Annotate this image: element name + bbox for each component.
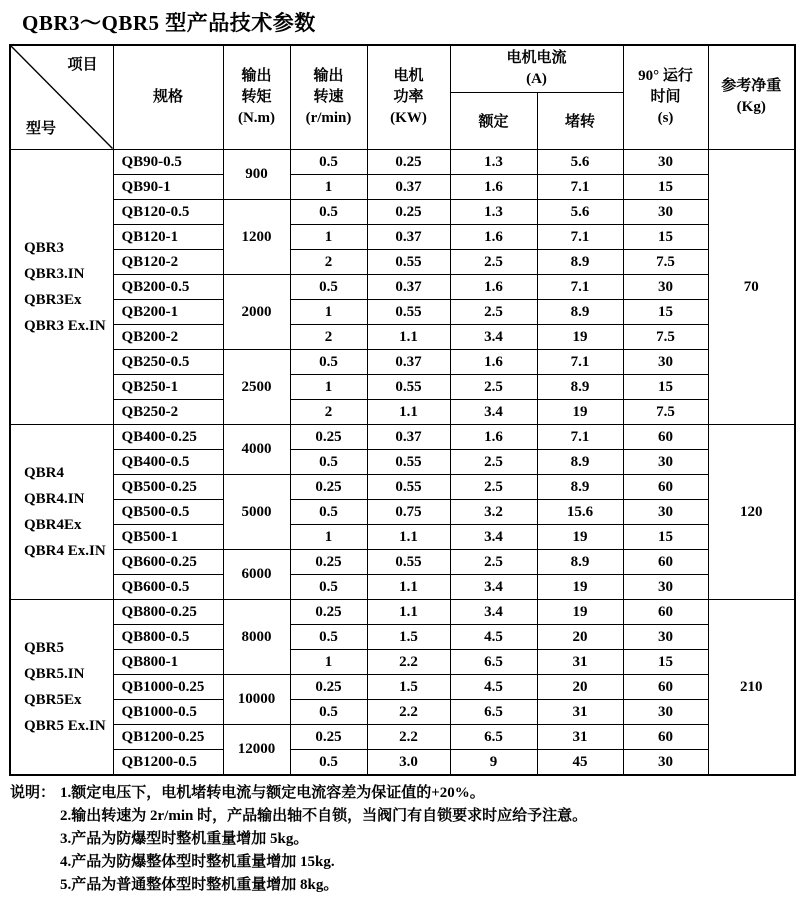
page-title: QBR3～QBR5 型产品技术参数 bbox=[22, 11, 316, 35]
locked-current-cell: 7.1 bbox=[537, 224, 623, 249]
torque-cell: 6000 bbox=[223, 549, 290, 599]
power-cell: 2.2 bbox=[367, 699, 450, 724]
header-net-weight: 参考净重 (Kg) bbox=[708, 45, 795, 149]
runtime-cell: 30 bbox=[623, 349, 708, 374]
torque-cell: 2000 bbox=[223, 274, 290, 349]
power-cell: 0.55 bbox=[367, 549, 450, 574]
runtime-cell: 15 bbox=[623, 174, 708, 199]
speed-cell: 1 bbox=[290, 299, 367, 324]
note-line bbox=[10, 782, 800, 805]
runtime-cell: 15 bbox=[623, 524, 708, 549]
rated-current-cell: 3.4 bbox=[450, 524, 537, 549]
power-cell: 0.25 bbox=[367, 199, 450, 224]
locked-current-cell: 8.9 bbox=[537, 549, 623, 574]
model-name: QBR3.IN bbox=[24, 265, 85, 282]
spec-cell: QB120-0.5 bbox=[113, 199, 223, 224]
header-output-torque: 输出 转矩 (N.m) bbox=[223, 45, 290, 149]
locked-current-cell: 31 bbox=[537, 699, 623, 724]
table-row bbox=[10, 649, 795, 674]
locked-current-cell: 19 bbox=[537, 524, 623, 549]
power-cell: 2.2 bbox=[367, 724, 450, 749]
runtime-cell: 30 bbox=[623, 699, 708, 724]
speed-cell: 0.25 bbox=[290, 549, 367, 574]
table-row bbox=[10, 549, 795, 574]
table-row bbox=[10, 699, 795, 724]
rated-current-cell: 4.5 bbox=[450, 624, 537, 649]
power-cell: 0.37 bbox=[367, 349, 450, 374]
header-row-1 bbox=[10, 45, 795, 92]
locked-current-cell: 7.1 bbox=[537, 424, 623, 449]
note-line: 4.产品为防爆整体型时整机重量增加 15kg. bbox=[60, 853, 335, 870]
speed-cell: 0.5 bbox=[290, 624, 367, 649]
locked-current-cell: 7.1 bbox=[537, 174, 623, 199]
locked-current-cell: 8.9 bbox=[537, 449, 623, 474]
torque-cell: 2500 bbox=[223, 349, 290, 424]
locked-current-cell: 19 bbox=[537, 599, 623, 624]
runtime-cell: 30 bbox=[623, 574, 708, 599]
locked-current-cell: 19 bbox=[537, 324, 623, 349]
model-name: QBR5 Ex.IN bbox=[24, 717, 106, 734]
rated-current-cell: 1.6 bbox=[450, 349, 537, 374]
spec-cell: QB250-2 bbox=[113, 399, 223, 424]
rated-current-cell: 1.6 bbox=[450, 274, 537, 299]
model-name: QBR5Ex bbox=[24, 691, 82, 708]
speed-cell: 0.25 bbox=[290, 474, 367, 499]
speed-cell: 1 bbox=[290, 374, 367, 399]
model-name: QBR4 Ex.IN bbox=[24, 542, 106, 559]
rated-current-cell: 6.5 bbox=[450, 699, 537, 724]
header-locked-current: 堵转 bbox=[537, 92, 623, 149]
spec-table-body bbox=[10, 149, 795, 775]
spec-cell: QB500-0.25 bbox=[113, 474, 223, 499]
power-cell: 1.5 bbox=[367, 624, 450, 649]
note-text: 1.额定电压下，电机堵转电流与额定电流容差为保证值的+20%。 bbox=[60, 784, 485, 801]
table-row bbox=[10, 299, 795, 324]
table-row bbox=[10, 724, 795, 749]
header-runtime: 90° 运行 时间 (s) bbox=[623, 45, 708, 149]
locked-current-cell: 5.6 bbox=[537, 149, 623, 174]
runtime-cell: 60 bbox=[623, 474, 708, 499]
header-spec: 规格 bbox=[113, 45, 223, 149]
table-row bbox=[10, 324, 795, 349]
locked-current-cell: 5.6 bbox=[537, 199, 623, 224]
rated-current-cell: 2.5 bbox=[450, 449, 537, 474]
spec-cell: QB120-2 bbox=[113, 249, 223, 274]
model-cell bbox=[10, 149, 113, 424]
spec-cell: QB600-0.5 bbox=[113, 574, 223, 599]
runtime-cell: 30 bbox=[623, 499, 708, 524]
speed-cell: 1 bbox=[290, 649, 367, 674]
spec-cell: QB800-0.5 bbox=[113, 624, 223, 649]
rated-current-cell: 1.6 bbox=[450, 424, 537, 449]
rated-current-cell: 3.2 bbox=[450, 499, 537, 524]
power-cell: 0.75 bbox=[367, 499, 450, 524]
rated-current-cell: 3.4 bbox=[450, 574, 537, 599]
table-row bbox=[10, 224, 795, 249]
spec-cell: QB600-0.25 bbox=[113, 549, 223, 574]
rated-current-cell: 2.5 bbox=[450, 474, 537, 499]
model-cell bbox=[10, 424, 113, 599]
power-cell: 0.37 bbox=[367, 174, 450, 199]
spec-cell: QB250-1 bbox=[113, 374, 223, 399]
weight-cell: 70 bbox=[708, 149, 795, 424]
table-row bbox=[10, 424, 795, 449]
corner-label-model: 型号 bbox=[26, 120, 57, 137]
torque-cell: 5000 bbox=[223, 474, 290, 549]
corner-label-item: 项目 bbox=[67, 57, 98, 73]
runtime-cell: 60 bbox=[623, 424, 708, 449]
spec-cell: QB800-0.25 bbox=[113, 599, 223, 624]
power-cell: 1.1 bbox=[367, 574, 450, 599]
runtime-cell: 30 bbox=[623, 149, 708, 174]
runtime-cell: 15 bbox=[623, 649, 708, 674]
note-line: 2.输出转速为 2r/min 时，产品输出轴不自锁，当阀门有自锁要求时应给予注意。 bbox=[60, 807, 588, 824]
note-line: 3.产品为防爆型时整机重量增加 5kg。 bbox=[60, 830, 309, 847]
model-name: QBR5 bbox=[24, 639, 65, 656]
locked-current-cell: 19 bbox=[537, 399, 623, 424]
locked-current-cell: 8.9 bbox=[537, 374, 623, 399]
speed-cell: 2 bbox=[290, 249, 367, 274]
weight-cell: 120 bbox=[708, 424, 795, 599]
runtime-cell: 15 bbox=[623, 224, 708, 249]
spec-cell: QB200-0.5 bbox=[113, 274, 223, 299]
locked-current-cell: 45 bbox=[537, 749, 623, 775]
speed-cell: 2 bbox=[290, 399, 367, 424]
speed-cell: 0.5 bbox=[290, 349, 367, 374]
table-row bbox=[10, 249, 795, 274]
weight-cell: 210 bbox=[708, 599, 795, 775]
torque-cell: 900 bbox=[223, 149, 290, 199]
power-cell: 1.1 bbox=[367, 599, 450, 624]
model-name: QBR3 bbox=[24, 239, 65, 256]
rated-current-cell: 4.5 bbox=[450, 674, 537, 699]
runtime-cell: 30 bbox=[623, 749, 708, 775]
spec-cell: QB400-0.5 bbox=[113, 449, 223, 474]
torque-cell: 12000 bbox=[223, 724, 290, 775]
rated-current-cell: 1.3 bbox=[450, 149, 537, 174]
notes bbox=[10, 782, 800, 897]
note-line: 5.产品为普通整体型时整机重量增加 8kg。 bbox=[60, 876, 339, 893]
runtime-cell: 30 bbox=[623, 274, 708, 299]
rated-current-cell: 2.5 bbox=[450, 249, 537, 274]
spec-cell: QB1000-0.5 bbox=[113, 699, 223, 724]
model-name: QBR3 Ex.IN bbox=[24, 317, 106, 334]
runtime-cell: 60 bbox=[623, 599, 708, 624]
speed-cell: 0.5 bbox=[290, 449, 367, 474]
speed-cell: 0.5 bbox=[290, 499, 367, 524]
spec-cell: QB90-0.5 bbox=[113, 149, 223, 174]
power-cell: 0.55 bbox=[367, 449, 450, 474]
table-row bbox=[10, 599, 795, 624]
runtime-cell: 15 bbox=[623, 374, 708, 399]
rated-current-cell: 3.4 bbox=[450, 399, 537, 424]
speed-cell: 0.5 bbox=[290, 149, 367, 174]
power-cell: 0.55 bbox=[367, 249, 450, 274]
spec-cell: QB120-1 bbox=[113, 224, 223, 249]
spec-cell: QB200-2 bbox=[113, 324, 223, 349]
power-cell: 0.55 bbox=[367, 474, 450, 499]
locked-current-cell: 8.9 bbox=[537, 474, 623, 499]
spec-cell: QB500-0.5 bbox=[113, 499, 223, 524]
power-cell: 1.1 bbox=[367, 524, 450, 549]
spec-cell: QB250-0.5 bbox=[113, 349, 223, 374]
spec-cell: QB800-1 bbox=[113, 649, 223, 674]
speed-cell: 0.25 bbox=[290, 599, 367, 624]
table-row bbox=[10, 199, 795, 224]
torque-cell: 1200 bbox=[223, 199, 290, 274]
rated-current-cell: 6.5 bbox=[450, 649, 537, 674]
torque-cell: 8000 bbox=[223, 599, 290, 674]
speed-cell: 2 bbox=[290, 324, 367, 349]
rated-current-cell: 3.4 bbox=[450, 599, 537, 624]
table-row bbox=[10, 499, 795, 524]
power-cell: 3.0 bbox=[367, 749, 450, 775]
header-output-speed: 输出 转速 (r/min) bbox=[290, 45, 367, 149]
torque-cell: 10000 bbox=[223, 674, 290, 724]
locked-current-cell: 20 bbox=[537, 674, 623, 699]
rated-current-cell: 1.3 bbox=[450, 199, 537, 224]
model-name: QBR5.IN bbox=[24, 665, 85, 682]
model-name: QBR3Ex bbox=[24, 291, 82, 308]
rated-current-cell: 1.6 bbox=[450, 174, 537, 199]
speed-cell: 0.25 bbox=[290, 724, 367, 749]
table-row bbox=[10, 399, 795, 424]
spec-cell: QB1200-0.5 bbox=[113, 749, 223, 775]
locked-current-cell: 31 bbox=[537, 724, 623, 749]
rated-current-cell: 9 bbox=[450, 749, 537, 775]
table-row bbox=[10, 474, 795, 499]
corner-header-cell bbox=[10, 45, 113, 149]
locked-current-cell: 7.1 bbox=[537, 349, 623, 374]
table-row bbox=[10, 524, 795, 549]
model-name: QBR4.IN bbox=[24, 490, 85, 507]
table-row bbox=[10, 174, 795, 199]
speed-cell: 0.5 bbox=[290, 749, 367, 775]
model-name: QBR4 bbox=[24, 464, 65, 481]
power-cell: 0.25 bbox=[367, 149, 450, 174]
table-row bbox=[10, 374, 795, 399]
notes-label: 说明： bbox=[10, 784, 56, 801]
runtime-cell: 7.5 bbox=[623, 249, 708, 274]
speed-cell: 0.25 bbox=[290, 424, 367, 449]
rated-current-cell: 3.4 bbox=[450, 324, 537, 349]
locked-current-cell: 8.9 bbox=[537, 299, 623, 324]
spec-cell: QB1000-0.25 bbox=[113, 674, 223, 699]
runtime-cell: 7.5 bbox=[623, 324, 708, 349]
locked-current-cell: 8.9 bbox=[537, 249, 623, 274]
runtime-cell: 15 bbox=[623, 299, 708, 324]
rated-current-cell: 2.5 bbox=[450, 549, 537, 574]
runtime-cell: 60 bbox=[623, 674, 708, 699]
header-rated-current: 额定 bbox=[450, 92, 537, 149]
table-row bbox=[10, 749, 795, 775]
power-cell: 1.1 bbox=[367, 399, 450, 424]
spec-cell: QB500-1 bbox=[113, 524, 223, 549]
rated-current-cell: 2.5 bbox=[450, 374, 537, 399]
header-motor-power: 电机 功率 (KW) bbox=[367, 45, 450, 149]
power-cell: 0.37 bbox=[367, 274, 450, 299]
power-cell: 1.5 bbox=[367, 674, 450, 699]
rated-current-cell: 6.5 bbox=[450, 724, 537, 749]
power-cell: 0.37 bbox=[367, 224, 450, 249]
runtime-cell: 30 bbox=[623, 449, 708, 474]
speed-cell: 1 bbox=[290, 174, 367, 199]
table-row bbox=[10, 674, 795, 699]
header-motor-current-group: 电机电流 (A) bbox=[450, 45, 623, 92]
power-cell: 1.1 bbox=[367, 324, 450, 349]
runtime-cell: 30 bbox=[623, 199, 708, 224]
spec-cell: QB400-0.25 bbox=[113, 424, 223, 449]
speed-cell: 0.5 bbox=[290, 699, 367, 724]
speed-cell: 1 bbox=[290, 224, 367, 249]
spec-table bbox=[9, 44, 796, 776]
table-row bbox=[10, 149, 795, 174]
spec-cell: QB90-1 bbox=[113, 174, 223, 199]
table-row bbox=[10, 349, 795, 374]
runtime-cell: 60 bbox=[623, 549, 708, 574]
runtime-cell: 60 bbox=[623, 724, 708, 749]
speed-cell: 0.5 bbox=[290, 199, 367, 224]
torque-cell: 4000 bbox=[223, 424, 290, 474]
spec-cell: QB200-1 bbox=[113, 299, 223, 324]
model-cell bbox=[10, 599, 113, 775]
rated-current-cell: 1.6 bbox=[450, 224, 537, 249]
locked-current-cell: 31 bbox=[537, 649, 623, 674]
power-cell: 0.37 bbox=[367, 424, 450, 449]
locked-current-cell: 7.1 bbox=[537, 274, 623, 299]
power-cell: 2.2 bbox=[367, 649, 450, 674]
speed-cell: 0.5 bbox=[290, 574, 367, 599]
table-row bbox=[10, 449, 795, 474]
speed-cell: 1 bbox=[290, 524, 367, 549]
locked-current-cell: 19 bbox=[537, 574, 623, 599]
table-row bbox=[10, 274, 795, 299]
table-row bbox=[10, 624, 795, 649]
model-name: QBR4Ex bbox=[24, 516, 82, 533]
speed-cell: 0.5 bbox=[290, 274, 367, 299]
locked-current-cell: 20 bbox=[537, 624, 623, 649]
runtime-cell: 30 bbox=[623, 624, 708, 649]
spec-cell: QB1200-0.25 bbox=[113, 724, 223, 749]
runtime-cell: 7.5 bbox=[623, 399, 708, 424]
locked-current-cell: 15.6 bbox=[537, 499, 623, 524]
power-cell: 0.55 bbox=[367, 374, 450, 399]
power-cell: 0.55 bbox=[367, 299, 450, 324]
speed-cell: 0.25 bbox=[290, 674, 367, 699]
table-row bbox=[10, 574, 795, 599]
rated-current-cell: 2.5 bbox=[450, 299, 537, 324]
